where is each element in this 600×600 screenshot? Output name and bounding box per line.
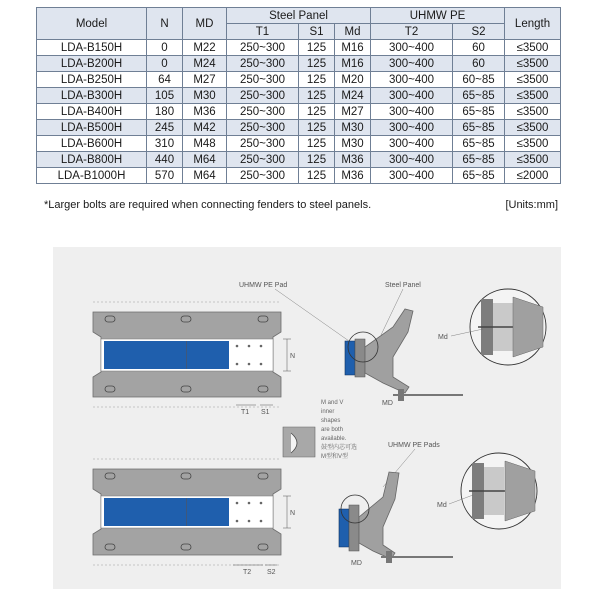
cell-length: ≤3500	[505, 40, 561, 56]
cell-s1: 125	[299, 136, 335, 152]
spec-table	[36, 7, 561, 184]
cell-t1: 250~300	[227, 152, 299, 168]
cell-t2: 300~400	[371, 56, 453, 72]
cell-model: LDA-B600H	[37, 136, 147, 152]
cell-t1: 250~300	[227, 136, 299, 152]
cell-s2: 60	[453, 56, 505, 72]
cell-s1: 125	[299, 40, 335, 56]
cell-md: M27	[183, 72, 227, 88]
units-label: [Units:mm]	[505, 199, 558, 211]
cell-t2: 300~400	[371, 120, 453, 136]
cell-t1: 250~300	[227, 120, 299, 136]
cell-s2: 65~85	[453, 120, 505, 136]
cell-n: 105	[147, 88, 183, 104]
cell-s1: 125	[299, 88, 335, 104]
cell-s2: 65~85	[453, 88, 505, 104]
inner-shapes-line: available.	[321, 436, 347, 442]
cell-n: 180	[147, 104, 183, 120]
cell-model: LDA-B150H	[37, 40, 147, 56]
label-s2: S2	[267, 569, 276, 576]
cell-model: LDA-B250H	[37, 72, 147, 88]
fender-diagram	[53, 247, 561, 589]
cell-n: 0	[147, 40, 183, 56]
cell-n: 570	[147, 168, 183, 184]
header-md-sub: Md	[335, 24, 371, 40]
label-t2: T2	[243, 569, 252, 576]
top-detail-circle	[470, 289, 546, 365]
header-t1: T1	[227, 24, 299, 40]
cell-length: ≤3500	[505, 56, 561, 72]
cell-model: LDA-B500H	[37, 120, 147, 136]
header-s2: S2	[453, 24, 505, 40]
inner-shapes-line: shapes	[321, 418, 341, 424]
header-t2: T2	[371, 24, 453, 40]
header-model: Model	[37, 8, 147, 40]
cell-t1: 250~300	[227, 88, 299, 104]
label-md-lower-left: MD	[351, 560, 362, 567]
cell-t1: 250~300	[227, 168, 299, 184]
cell-md: M36	[183, 104, 227, 120]
cell-md: M30	[183, 88, 227, 104]
cell-md: M24	[183, 56, 227, 72]
cell-md: M22	[183, 40, 227, 56]
cell-model: LDA-B1000H	[37, 168, 147, 184]
cell-length: ≤3500	[505, 88, 561, 104]
inner-shapes-line: 鼓型内芯可选	[321, 445, 358, 451]
cell-model: LDA-B800H	[37, 152, 147, 168]
cell-s2: 65~85	[453, 136, 505, 152]
cell-model: LDA-B400H	[37, 104, 147, 120]
inner-shapes-line: M and V	[321, 400, 344, 406]
cell-md-sub: M30	[335, 136, 371, 152]
cell-s1: 125	[299, 120, 335, 136]
label-md-upper-left: MD	[382, 400, 393, 407]
cell-t2: 300~400	[371, 88, 453, 104]
label-uhmw-pad: UHMW PE Pad	[239, 282, 288, 289]
cell-n: 64	[147, 72, 183, 88]
cell-md-sub: M16	[335, 40, 371, 56]
table-row	[37, 56, 561, 72]
cell-model: LDA-B300H	[37, 88, 147, 104]
cell-t2: 300~400	[371, 168, 453, 184]
cell-md-sub: M24	[335, 88, 371, 104]
cell-t2: 300~400	[371, 152, 453, 168]
cell-t2: 300~400	[371, 104, 453, 120]
cell-md-sub: M36	[335, 152, 371, 168]
table-row	[37, 168, 561, 184]
table-row	[37, 152, 561, 168]
inner-shapes-line: are both	[321, 427, 344, 433]
cell-length: ≤3500	[505, 152, 561, 168]
cell-n: 0	[147, 56, 183, 72]
label-uhmw-pads: UHMW PE Pads	[388, 442, 440, 449]
table-body	[37, 40, 561, 184]
cell-md: M64	[183, 168, 227, 184]
inner-shapes-line: inner	[321, 409, 335, 415]
header-md: MD	[183, 8, 227, 40]
cell-t2: 300~400	[371, 72, 453, 88]
fender-drawing	[53, 247, 561, 589]
top-fender-side-view	[345, 309, 463, 401]
bottom-fender-side-view	[339, 472, 453, 563]
cell-s1: 125	[299, 56, 335, 72]
cell-md-sub: M27	[335, 104, 371, 120]
cell-t2: 300~400	[371, 40, 453, 56]
cell-md: M42	[183, 120, 227, 136]
cell-s1: 125	[299, 168, 335, 184]
top-fender-front-view	[93, 302, 281, 407]
cell-t2: 300~400	[371, 136, 453, 152]
bottom-fender-front-view	[93, 459, 281, 565]
cell-md: M48	[183, 136, 227, 152]
cell-n: 440	[147, 152, 183, 168]
cell-n: 245	[147, 120, 183, 136]
cell-length: ≤3500	[505, 120, 561, 136]
inner-shape-illustration	[283, 427, 315, 457]
header-steel-panel: Steel Panel	[227, 8, 371, 24]
cell-t1: 250~300	[227, 40, 299, 56]
label-s1: S1	[261, 409, 270, 416]
label-md-top: Md	[438, 334, 448, 341]
cell-md-sub: M36	[335, 168, 371, 184]
cell-n: 310	[147, 136, 183, 152]
label-n-bottom: N	[290, 510, 296, 517]
cell-md-sub: M16	[335, 56, 371, 72]
cell-s1: 125	[299, 72, 335, 88]
inner-shapes-line: M型和V型	[321, 454, 349, 460]
label-md-bottom: Md	[437, 502, 447, 509]
cell-t1: 250~300	[227, 72, 299, 88]
header-s1: S1	[299, 24, 335, 40]
footnote: *Larger bolts are required when connecting fenders to steel panels.	[44, 199, 372, 211]
cell-s2: 65~85	[453, 152, 505, 168]
header-uhmw-pe: UHMW PE	[371, 8, 505, 24]
table-row	[37, 88, 561, 104]
cell-model: LDA-B200H	[37, 56, 147, 72]
cell-length: ≤3500	[505, 72, 561, 88]
table-row	[37, 72, 561, 88]
table-row	[37, 104, 561, 120]
cell-s2: 65~85	[453, 168, 505, 184]
cell-t1: 250~300	[227, 56, 299, 72]
header-n: N	[147, 8, 183, 40]
table-row	[37, 136, 561, 152]
table-row	[37, 120, 561, 136]
cell-t1: 250~300	[227, 104, 299, 120]
cell-s2: 60~85	[453, 72, 505, 88]
cell-md-sub: M20	[335, 72, 371, 88]
cell-md-sub: M30	[335, 120, 371, 136]
label-t1: T1	[241, 409, 250, 416]
table-row	[37, 40, 561, 56]
label-steel-panel: Steel Panel	[385, 282, 421, 289]
cell-length: ≤3500	[505, 136, 561, 152]
cell-s1: 125	[299, 152, 335, 168]
header-length: Length	[505, 8, 561, 40]
label-n-top: N	[290, 353, 296, 360]
inner-shapes-caption	[321, 400, 357, 460]
cell-s2: 60	[453, 40, 505, 56]
bottom-detail-circle	[461, 453, 537, 529]
cell-s2: 65~85	[453, 104, 505, 120]
cell-length: ≤3500	[505, 104, 561, 120]
cell-length: ≤2000	[505, 168, 561, 184]
cell-s1: 125	[299, 104, 335, 120]
cell-md: M64	[183, 152, 227, 168]
